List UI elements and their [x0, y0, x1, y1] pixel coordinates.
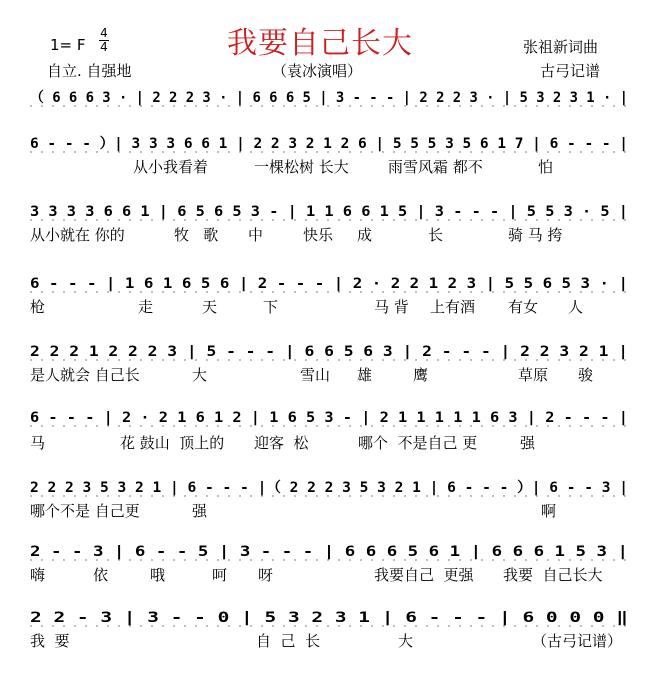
- lyric-segment: 强: [192, 502, 208, 520]
- lyric-segment: 强: [520, 434, 536, 452]
- lyric-segment: 我 要: [30, 632, 70, 650]
- notation-line: 3 3 3 3 6 6 1 | 6 5 6 5 3 - | 1 1 6 6 1 5 | 3 - - - | 5 5 3 · 5 |: [30, 204, 628, 220]
- lyric-segment: 牧 歌: [174, 226, 219, 244]
- expression-marking: 自立. 自强地: [47, 62, 132, 80]
- notation-line: （ 6 6 6 3 · | 2 2 2 3 · | 6 6 6 5 | 3 - - - | 2 2 2 3 · | 5 3 2 3 1 · |: [30, 90, 628, 106]
- lyric-segment: 人: [568, 298, 584, 316]
- lyric-segment: 怕: [538, 158, 554, 176]
- lyric-segment: 哪个 不是自己 更: [358, 434, 478, 452]
- lyric-segment: 骑 马 挎: [508, 226, 563, 244]
- lyric-segment: 鹰: [413, 366, 429, 384]
- lyric-segment: 一棵松树 长大: [254, 158, 349, 176]
- lyric-segment: 迎客 松: [254, 434, 309, 452]
- lyric-segment: 啊: [541, 502, 557, 520]
- notation-line: 6 - - - | 1 6 1 6 5 6 | 2 - - - | 2 · 2 2 1 2 3 | 5 5 6 5 3 · |: [30, 276, 628, 292]
- lyric-segment: （古弓记谱）: [532, 632, 623, 650]
- notation-line: 2 2 2 3 5 3 2 1 | 6 - - - |（ 2 2 2 3 5 3 2 1 | 6 - - - ）| 6 - - 3 |: [30, 480, 628, 496]
- lyric-segment: 马: [30, 434, 46, 452]
- composer-credit: 张祖新词曲: [523, 38, 599, 56]
- lyric-segment: 有女: [508, 298, 539, 316]
- lyric-segment: 哪个不是 自己更: [30, 502, 140, 520]
- lyric-segment: 我要 自己长大: [503, 566, 603, 584]
- lyric-segment: 走: [138, 298, 154, 316]
- lyric-segment: 大: [192, 366, 208, 384]
- lyric-segment: 雪山: [300, 366, 331, 384]
- key-signature: 1= F: [50, 36, 86, 54]
- notation-line: 2 2 - 3 | 3 - - 0 | 5 3 2 3 1 | 6 - - - | 6 0 0 0 ‖: [30, 610, 628, 626]
- lyric-segment: 成: [357, 226, 373, 244]
- lyric-segment: 雨雪风霜 都不: [388, 158, 483, 176]
- lyric-segment: 枪: [30, 298, 46, 316]
- transcriber-credit: 古弓记谱: [540, 62, 601, 80]
- lyric-segment: 哦: [150, 566, 166, 584]
- lyric-segment: 自 己 长: [256, 632, 321, 650]
- lyric-segment: 呵: [212, 566, 228, 584]
- lyric-segment: 从小就在 你的: [30, 226, 125, 244]
- lyric-segment: 是人就会 自己长: [30, 366, 140, 384]
- notation-line: 2 - - 3 | 6 - - 5 | 3 - - - | 6 6 6 5 6 1 | 6 6 6 1 5 3 |: [30, 544, 628, 560]
- singer-credit: （袁冰演唱）: [272, 62, 363, 80]
- lyric-segment: 长: [428, 226, 444, 244]
- lyric-segment: 从小我看着: [133, 158, 209, 176]
- lyric-segment: 我要自己 更强: [374, 566, 474, 584]
- notation-line: 6 - - - ）| 3 3 3 6 6 1 | 2 2 3 2 1 2 6 | 5 5 5 3 5 6 1 7 | 6 - - - |: [30, 136, 628, 152]
- lyric-segment: 上有酒: [430, 298, 476, 316]
- lyric-segment: 呀: [258, 566, 274, 584]
- lyric-segment: 花 鼓山 顶上的: [120, 434, 225, 452]
- lyric-segment: 马 背: [374, 298, 409, 316]
- lyric-segment: 下: [263, 298, 279, 316]
- lyric-segment: 草原: [518, 366, 549, 384]
- lyric-segment: 中: [248, 226, 264, 244]
- time-denominator: 4: [100, 40, 108, 54]
- lyric-segment: 快乐: [303, 226, 334, 244]
- lyric-segment: 依: [93, 566, 109, 584]
- song-title: 我要自己长大: [227, 26, 413, 61]
- lyric-segment: 大: [398, 632, 414, 650]
- lyric-segment: 天: [202, 298, 218, 316]
- notation-line: 6 - - - | 2 · 2 1 6 1 2 | 1 6 5 3 - | 2 1 1 1 1 1 6 3 | 2 - - - |: [30, 410, 628, 426]
- notation-line: 2 2 2 1 2 2 2 3 | 5 - - - | 6 6 5 6 3 | 2 - - - | 2 2 3 2 1 |: [30, 344, 628, 360]
- time-numerator: 4: [100, 26, 108, 40]
- lyric-segment: 骏: [578, 366, 594, 384]
- lyric-segment: 嗨: [30, 566, 46, 584]
- lyric-segment: 雄: [357, 366, 373, 384]
